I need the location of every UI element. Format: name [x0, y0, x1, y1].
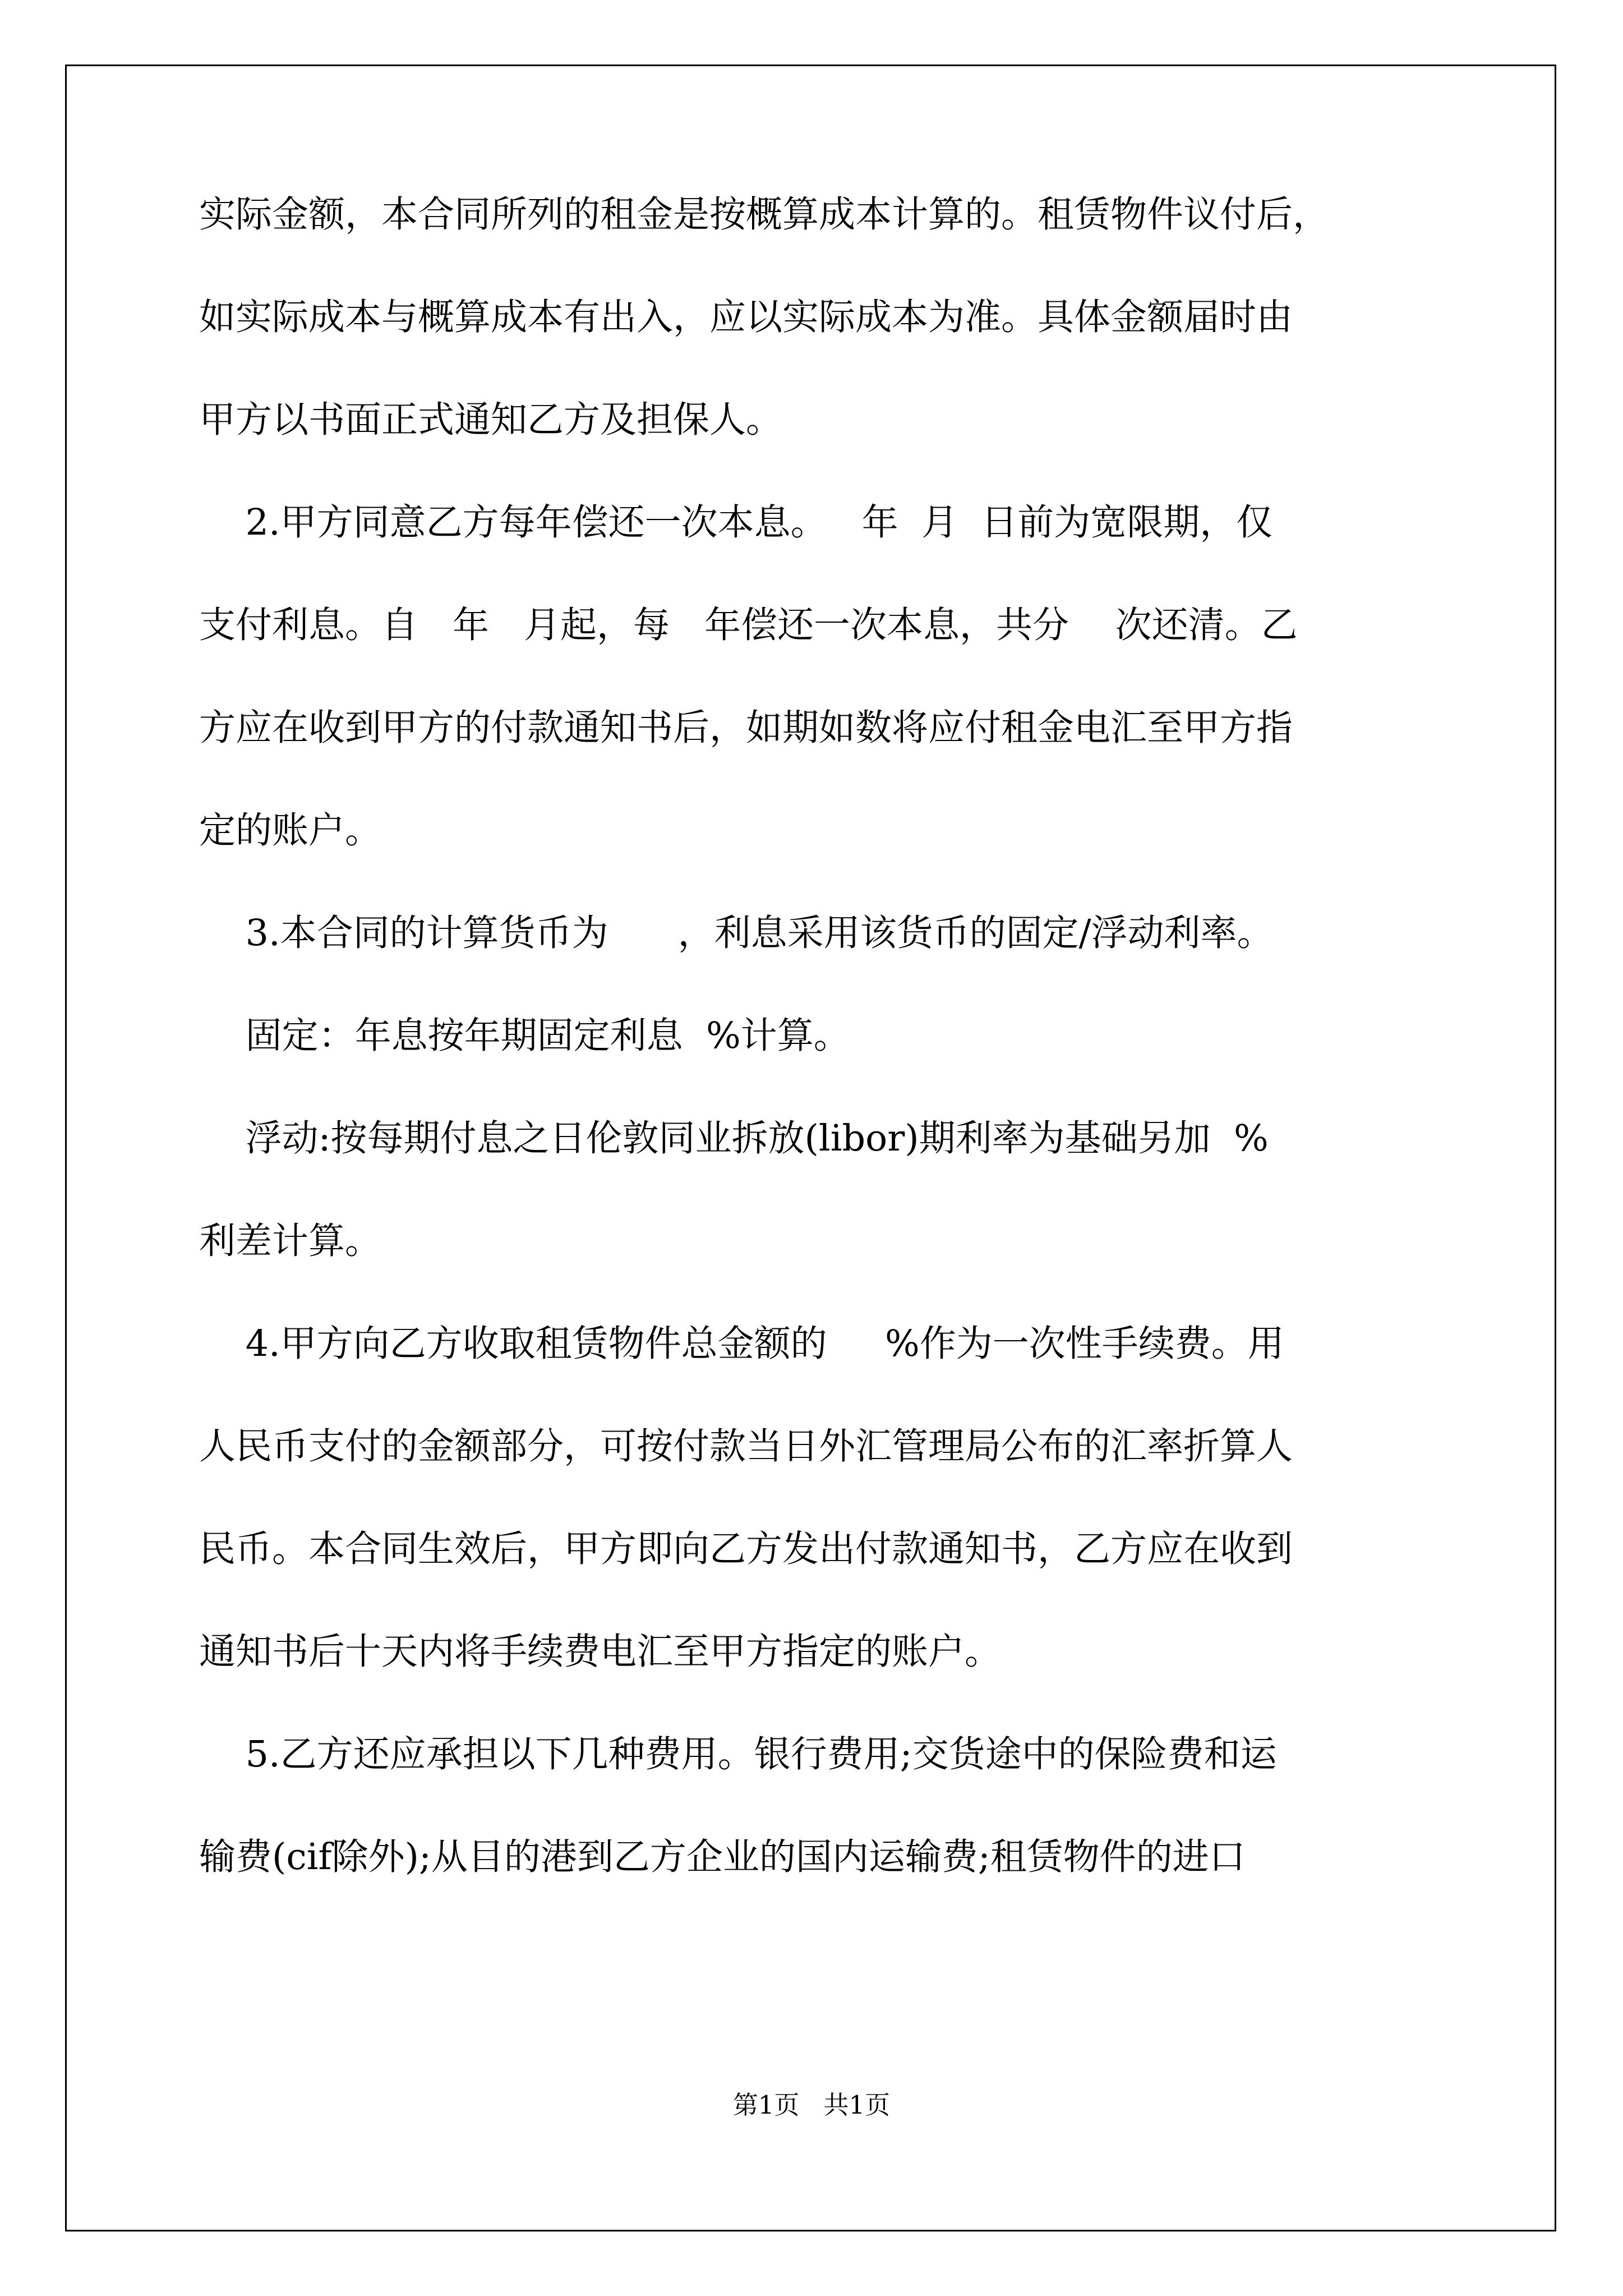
text-line: 4.甲方向乙方收取租赁物件总金额的 %作为一次性手续费。用 — [199, 1323, 1284, 1365]
text-line: 浮动:按每期付息之日伦敦同业拆放(libor)期利率为基础另加 % — [199, 1117, 1269, 1159]
text-line: 通知书后十天内将手续费电汇至甲方指定的账户。 — [199, 1631, 1002, 1673]
page-number: 第1页 共1页 — [732, 2090, 891, 2120]
text-line: 甲方以书面正式通知乙方及担保人。 — [199, 399, 783, 441]
text-line: 支付利息。自 年 月起，每 年偿还一次本息，共分 次还清。乙 — [199, 604, 1298, 646]
text-line: 如实际成本与概算成本有出入，应以实际成本为准。具体金额届时由 — [199, 296, 1293, 338]
text-line: 利差计算。 — [199, 1220, 382, 1262]
text-line: 定的账户。 — [199, 809, 382, 852]
text-line: 5.乙方还应承担以下几种费用。银行费用;交货途中的保险费和运 — [199, 1733, 1277, 1775]
text-line: 实际金额，本合同所列的租金是按概算成本计算的。租赁物件议付后， — [199, 194, 1330, 236]
text-line: 人民币支付的金额部分，可按付款当日外汇管理局公布的汇率折算人 — [199, 1425, 1293, 1467]
text-line: 固定：年息按年期固定利息 %计算。 — [199, 1015, 850, 1057]
text-line: 民币。本合同生效后，甲方即向乙方发出付款通知书，乙方应在收到 — [199, 1528, 1293, 1570]
text-line: 方应在收到甲方的付款通知书后，如期如数将应付租金电汇至甲方指 — [199, 707, 1293, 749]
text-line: 输费(cif除外);从目的港到乙方企业的国内运输费;租赁物件的进口 — [199, 1836, 1246, 1878]
text-line: 3.本合同的计算货币为 ，利息采用该货币的固定/浮动利率。 — [199, 912, 1274, 954]
text-line: 2.甲方同意乙方每年偿还一次本息。 年 月 日前为宽限期，仅 — [199, 501, 1273, 544]
